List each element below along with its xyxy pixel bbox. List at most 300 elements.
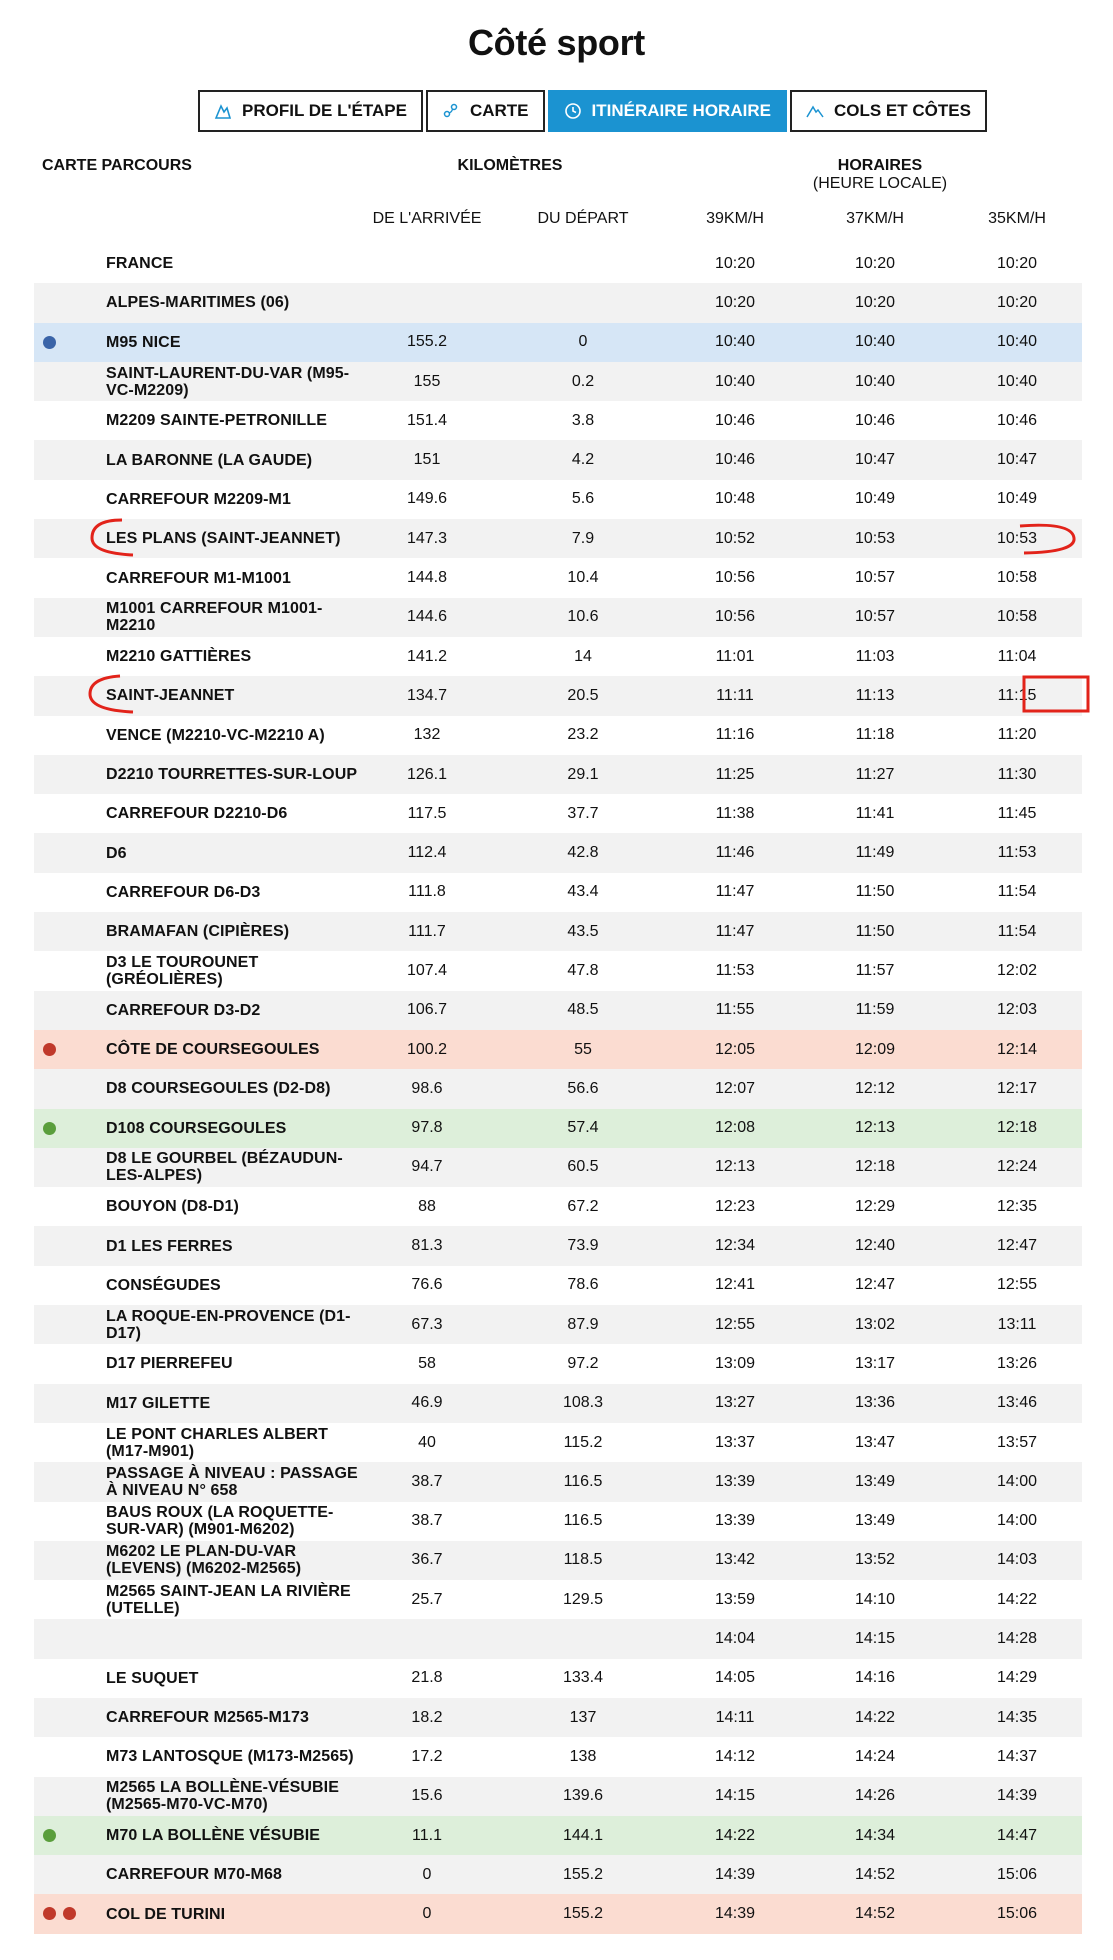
row-time-39: 11:01 <box>715 647 755 665</box>
row-time-39: 13:09 <box>714 1354 756 1372</box>
row-km-from-start: 29.1 <box>567 765 599 783</box>
climb-marker-icon[interactable] <box>43 1907 56 1920</box>
table-row <box>34 1777 1082 1816</box>
row-time-35: 10:20 <box>996 254 1038 272</box>
row-time-37: 10:40 <box>854 372 896 390</box>
row-time-37: 13:52 <box>854 1551 896 1569</box>
row-time-39: 10:48 <box>714 490 756 508</box>
header-speed-35: 35KM/H <box>988 210 1046 227</box>
row-time-35: 14:35 <box>996 1708 1038 1726</box>
row-time-35: 10:40 <box>996 333 1038 351</box>
row-time-37: 13:17 <box>854 1354 896 1372</box>
row-time-39: 13:42 <box>714 1551 756 1569</box>
row-time-39: 14:15 <box>714 1787 756 1805</box>
row-km-from-start: 116.5 <box>563 1512 603 1530</box>
row-time-37: 10:53 <box>854 529 896 547</box>
row-time-37: 10:46 <box>854 411 896 429</box>
row-time-37: 10:20 <box>854 293 896 311</box>
row-time-37: 11:03 <box>855 647 895 665</box>
row-km-from-start: 43.5 <box>567 922 599 940</box>
row-time-37: 11:13 <box>855 686 895 704</box>
row-time-39: 14:39 <box>714 1865 756 1883</box>
row-name: M1001 CARREFOUR M1001-M2210 <box>106 600 323 635</box>
row-km-from-start: 115.2 <box>563 1433 603 1451</box>
row-km-from-arrival: 151.4 <box>406 411 448 429</box>
row-time-35: 11:53 <box>997 844 1037 862</box>
table-row <box>34 323 1082 362</box>
row-time-37: 12:40 <box>854 1237 896 1255</box>
row-time-39: 12:08 <box>714 1119 756 1137</box>
header-schedule: HORAIRES <box>837 157 923 174</box>
row-km-from-start: 3.8 <box>571 411 595 429</box>
row-time-37: 11:50 <box>855 922 895 940</box>
row-km-from-arrival: 18.2 <box>411 1708 443 1726</box>
row-time-35: 12:55 <box>996 1276 1038 1294</box>
row-name: LA BARONNE (LA GAUDE) <box>106 451 313 469</box>
row-km-from-start: 73.9 <box>567 1237 599 1255</box>
table-row <box>34 480 1082 519</box>
row-time-39: 13:39 <box>714 1472 756 1490</box>
row-time-35: 14:29 <box>996 1669 1038 1687</box>
row-km-from-start: 133.4 <box>562 1669 604 1687</box>
row-time-37: 12:09 <box>854 1040 896 1058</box>
row-time-39: 11:25 <box>715 765 755 783</box>
row-time-37: 11:57 <box>855 961 895 979</box>
table-row <box>34 440 1082 479</box>
row-name: ALPES-MARITIMES (06) <box>106 294 290 312</box>
row-time-39: 14:05 <box>714 1669 756 1687</box>
row-name: D8 COURSEGOULES (D2-D8) <box>106 1080 331 1098</box>
row-time-39: 10:20 <box>714 293 756 311</box>
row-time-39: 11:53 <box>715 961 755 979</box>
row-time-35: 11:54 <box>997 883 1037 901</box>
header-map: CARTE PARCOURS <box>42 157 192 174</box>
row-name: D8 LE GOURBEL (BÉZAUDUN-LES-ALPES) <box>106 1150 343 1185</box>
row-km-from-arrival: 111.7 <box>408 922 446 940</box>
row-km-from-arrival: 155 <box>413 372 441 390</box>
table-row <box>34 283 1082 322</box>
row-name: D17 PIERREFEU <box>106 1355 233 1373</box>
row-time-39: 10:46 <box>714 451 756 469</box>
row-name: M6202 LE PLAN-DU-VAR (LEVENS) (M6202-M2565) <box>106 1543 302 1578</box>
table-row <box>34 598 1082 637</box>
row-time-35: 12:14 <box>996 1040 1038 1058</box>
row-time-37: 10:47 <box>854 451 896 469</box>
row-time-37: 14:52 <box>854 1865 896 1883</box>
row-time-37: 12:18 <box>854 1158 896 1176</box>
tab-schedule-label: ITINÉRAIRE HORAIRE <box>591 101 771 120</box>
row-time-35: 10:40 <box>996 372 1038 390</box>
row-name: CÔTE DE COURSEGOULES <box>106 1041 320 1059</box>
table-row <box>34 1619 1082 1658</box>
table-row <box>34 1187 1082 1226</box>
row-name: VENCE (M2210-VC-M2210 A) <box>106 726 325 744</box>
table-row <box>34 1423 1082 1462</box>
row-km-from-start: 55 <box>574 1040 592 1058</box>
row-km-from-start: 14 <box>574 647 592 665</box>
schedule-table <box>34 244 1082 1934</box>
row-name: PASSAGE À NIVEAU : PASSAGE À NIVEAU N° 658 <box>106 1464 358 1499</box>
row-name: M17 GILETTE <box>106 1394 211 1412</box>
row-time-37: 12:12 <box>854 1079 896 1097</box>
table-row <box>34 1659 1082 1698</box>
row-time-39: 14:22 <box>714 1826 756 1844</box>
header-speed-39: 39KM/H <box>706 210 764 227</box>
row-km-from-arrival: 38.7 <box>411 1512 443 1530</box>
row-time-35: 10:46 <box>996 411 1038 429</box>
row-time-35: 11:54 <box>997 922 1037 940</box>
row-name: LES PLANS (SAINT-JEANNET) <box>106 530 341 548</box>
row-km-from-arrival: 144.8 <box>406 569 448 587</box>
row-km-from-start: 108.3 <box>562 1394 604 1412</box>
table-row <box>34 401 1082 440</box>
table-row <box>34 1698 1082 1737</box>
row-km-from-start: 129.5 <box>562 1590 604 1608</box>
row-time-35: 14:00 <box>996 1512 1038 1530</box>
header-speed-37: 37KM/H <box>846 210 904 227</box>
row-time-37: 13:47 <box>854 1433 896 1451</box>
row-name: CONSÉGUDES <box>106 1276 221 1294</box>
row-km-from-start: 47.8 <box>567 961 599 979</box>
row-km-from-arrival: 46.9 <box>411 1394 443 1412</box>
row-km-from-start: 139.6 <box>562 1787 604 1805</box>
row-time-35: 10:58 <box>996 608 1038 626</box>
row-time-35: 14:39 <box>996 1787 1038 1805</box>
row-km-from-start: 5.6 <box>571 490 595 508</box>
table-row <box>34 1855 1082 1894</box>
table-row <box>34 1737 1082 1776</box>
row-time-39: 13:59 <box>714 1590 756 1608</box>
row-name: D1 LES FERRES <box>106 1237 233 1255</box>
row-time-35: 14:37 <box>996 1747 1038 1765</box>
row-time-39: 12:05 <box>714 1040 756 1058</box>
row-name: BOUYON (D8-D1) <box>106 1198 239 1216</box>
table-row <box>34 637 1082 676</box>
row-km-from-arrival: 144.6 <box>406 608 448 626</box>
row-time-37: 13:49 <box>854 1512 896 1530</box>
row-km-from-arrival: 126.1 <box>406 765 448 783</box>
row-time-35: 13:46 <box>996 1394 1038 1412</box>
row-time-39: 14:39 <box>714 1905 756 1923</box>
row-km-from-arrival: 141.2 <box>406 647 448 665</box>
mountain-icon <box>806 102 824 120</box>
row-time-37: 14:15 <box>854 1630 896 1648</box>
row-time-35: 10:20 <box>996 293 1038 311</box>
row-time-37: 11:59 <box>855 1001 895 1019</box>
row-time-37: 13:02 <box>854 1315 896 1333</box>
row-time-39: 13:37 <box>714 1433 756 1451</box>
sprint-marker-icon[interactable] <box>43 1122 56 1135</box>
row-time-39: 10:40 <box>714 372 756 390</box>
row-time-35: 11:04 <box>997 647 1037 665</box>
row-name: M70 LA BOLLÈNE VÉSUBIE <box>106 1827 321 1845</box>
row-km-from-start: 37.7 <box>567 804 599 822</box>
profile-icon <box>214 102 232 120</box>
row-km-from-arrival: 106.7 <box>406 1001 448 1019</box>
row-km-from-arrival: 40 <box>418 1433 436 1451</box>
row-time-35: 12:24 <box>996 1158 1038 1176</box>
row-km-from-start: 0 <box>578 333 588 351</box>
row-time-37: 10:49 <box>854 490 896 508</box>
row-km-from-arrival: 111.8 <box>408 883 446 901</box>
table-row <box>34 755 1082 794</box>
table-row <box>34 1069 1082 1108</box>
row-time-37: 12:13 <box>854 1119 896 1137</box>
table-row <box>34 1305 1082 1344</box>
tab-bar <box>198 90 990 132</box>
tab-profile[interactable] <box>198 90 423 132</box>
row-km-from-arrival: 58 <box>418 1354 436 1372</box>
row-name: CARREFOUR D6-D3 <box>106 883 261 901</box>
page-title: Côté sport <box>467 22 645 63</box>
table-row <box>34 873 1082 912</box>
row-km-from-arrival: 97.8 <box>411 1119 443 1137</box>
table-row <box>34 912 1082 951</box>
row-time-37: 12:47 <box>854 1276 896 1294</box>
table-row <box>34 1226 1082 1265</box>
row-time-37: 14:52 <box>854 1905 896 1923</box>
tab-climbs[interactable] <box>790 90 987 132</box>
row-km-from-arrival: 88 <box>418 1197 436 1215</box>
row-time-35: 10:47 <box>996 451 1038 469</box>
row-km-from-arrival: 117.5 <box>407 804 447 822</box>
row-km-from-arrival: 100.2 <box>406 1040 448 1058</box>
row-name: M95 NICE <box>106 333 181 351</box>
row-km-from-arrival: 132 <box>413 726 441 744</box>
clock-icon <box>564 102 582 120</box>
row-km-from-start: 155.2 <box>562 1865 604 1883</box>
table-row <box>34 1109 1082 1148</box>
row-name: CARREFOUR D2210-D6 <box>106 805 288 823</box>
row-km-from-start: 23.2 <box>567 726 599 744</box>
table-row <box>34 558 1082 597</box>
tab-map-label: CARTE <box>469 101 529 120</box>
header-from-arrival: DE L'ARRIVÉE <box>372 210 482 227</box>
row-name: CARREFOUR M2565-M173 <box>106 1709 309 1727</box>
row-km-from-arrival: 25.7 <box>411 1590 443 1608</box>
row-name: M2209 SAINTE-PETRONILLE <box>106 412 328 430</box>
row-km-from-start: 116.5 <box>563 1472 603 1490</box>
row-name: CARREFOUR D3-D2 <box>106 1001 261 1019</box>
row-time-35: 11:15 <box>997 686 1037 704</box>
row-name: D3 LE TOUROUNET (GRÉOLIÈRES) <box>106 953 259 988</box>
row-km-from-start: 20.5 <box>567 686 599 704</box>
row-time-37: 11:50 <box>855 883 895 901</box>
row-time-35: 11:30 <box>997 765 1037 783</box>
row-time-37: 14:16 <box>854 1669 896 1687</box>
row-km-from-start: 42.8 <box>567 844 599 862</box>
row-name: M2565 SAINT-JEAN LA RIVIÈRE (UTELLE) <box>106 1582 351 1617</box>
row-name: D6 <box>106 844 127 862</box>
row-time-39: 12:41 <box>714 1276 756 1294</box>
row-time-35: 13:57 <box>996 1433 1038 1451</box>
row-time-39: 12:13 <box>714 1158 756 1176</box>
row-time-39: 13:39 <box>714 1512 756 1530</box>
row-name: SAINT-LAURENT-DU-VAR (M95-VC-M2209) <box>106 364 350 399</box>
row-km-from-arrival: 67.3 <box>411 1315 443 1333</box>
row-time-35: 11:20 <box>997 726 1037 744</box>
table-row <box>34 716 1082 755</box>
row-time-35: 11:45 <box>997 804 1037 822</box>
row-name: COL DE TURINI <box>106 1905 226 1923</box>
row-time-39: 11:47 <box>715 922 755 940</box>
row-name: CARREFOUR M70-M68 <box>106 1866 282 1884</box>
row-time-35: 12:35 <box>996 1197 1038 1215</box>
table-row <box>34 1266 1082 1305</box>
row-time-37: 14:26 <box>854 1787 896 1805</box>
row-km-from-start: 4.2 <box>571 451 595 469</box>
row-time-39: 12:55 <box>714 1315 756 1333</box>
row-km-from-start: 7.9 <box>571 529 595 547</box>
row-km-from-start: 43.4 <box>567 883 599 901</box>
row-km-from-arrival: 149.6 <box>406 490 448 508</box>
row-time-35: 14:22 <box>996 1590 1038 1608</box>
row-time-39: 11:47 <box>715 883 755 901</box>
row-time-37: 10:57 <box>854 569 896 587</box>
row-km-from-start: 67.2 <box>567 1197 599 1215</box>
row-time-35: 10:49 <box>996 490 1038 508</box>
row-time-37: 10:20 <box>854 254 896 272</box>
row-km-from-start: 48.5 <box>567 1001 599 1019</box>
row-name: BAUS ROUX (LA ROQUETTE-SUR-VAR) (M901-M6202) <box>106 1504 334 1539</box>
climb-marker-icon[interactable] <box>43 1043 56 1056</box>
row-time-35: 12:02 <box>996 961 1038 979</box>
row-km-from-arrival: 147.3 <box>406 529 448 547</box>
row-km-from-start: 60.5 <box>567 1158 599 1176</box>
table-row <box>34 519 1082 558</box>
row-km-from-arrival: 94.7 <box>411 1158 443 1176</box>
table-row <box>34 951 1082 990</box>
row-time-35: 10:58 <box>996 569 1038 587</box>
row-time-37: 10:57 <box>854 608 896 626</box>
table-row <box>34 1541 1082 1580</box>
row-time-37: 13:49 <box>854 1472 896 1490</box>
row-km-from-start: 57.4 <box>567 1119 599 1137</box>
row-time-39: 10:56 <box>714 569 756 587</box>
row-km-from-arrival: 11.1 <box>412 1826 442 1844</box>
table-row <box>34 676 1082 715</box>
row-time-39: 11:55 <box>715 1001 755 1019</box>
table-row <box>34 991 1082 1030</box>
tab-profile-label: PROFIL DE L'ÉTAPE <box>242 101 407 120</box>
row-km-from-start: 155.2 <box>562 1905 604 1923</box>
row-time-39: 10:56 <box>714 608 756 626</box>
row-km-from-start: 97.2 <box>567 1354 599 1372</box>
row-km-from-start: 138 <box>569 1747 597 1765</box>
row-km-from-arrival: 98.6 <box>411 1079 443 1097</box>
row-km-from-start: 10.4 <box>567 569 599 587</box>
row-time-35: 10:53 <box>996 529 1038 547</box>
sprint-marker-icon[interactable] <box>43 1829 56 1842</box>
row-km-from-start: 137 <box>569 1708 597 1726</box>
row-name: CARREFOUR M2209-M1 <box>106 490 291 508</box>
row-time-39: 13:27 <box>714 1394 756 1412</box>
row-time-37: 14:24 <box>854 1747 896 1765</box>
row-time-39: 14:12 <box>714 1747 756 1765</box>
row-km-from-arrival: 38.7 <box>411 1472 443 1490</box>
row-time-35: 14:47 <box>996 1826 1038 1844</box>
row-time-37: 11:18 <box>855 726 895 744</box>
row-time-37: 12:29 <box>854 1197 896 1215</box>
row-time-37: 14:22 <box>854 1708 896 1726</box>
row-time-39: 11:16 <box>715 726 755 744</box>
row-km-from-start: 0.2 <box>571 372 595 390</box>
row-km-from-arrival: 155.2 <box>406 333 448 351</box>
tab-map[interactable] <box>426 90 545 132</box>
row-time-35: 15:06 <box>996 1905 1038 1923</box>
row-name: LE SUQUET <box>106 1669 199 1687</box>
start-marker-icon[interactable] <box>43 336 56 349</box>
row-time-39: 14:11 <box>715 1708 755 1726</box>
row-time-35: 14:28 <box>996 1630 1038 1648</box>
row-time-39: 12:07 <box>714 1079 756 1097</box>
row-name: SAINT-JEANNET <box>106 687 235 705</box>
row-time-37: 11:41 <box>855 804 895 822</box>
row-km-from-arrival: 81.3 <box>411 1237 443 1255</box>
row-km-from-arrival: 134.7 <box>406 686 448 704</box>
row-name: CARREFOUR M1-M1001 <box>106 569 291 587</box>
row-km-from-start: 10.6 <box>567 608 599 626</box>
row-time-35: 15:06 <box>996 1865 1038 1883</box>
row-time-39: 12:23 <box>714 1197 756 1215</box>
row-time-35: 12:03 <box>996 1001 1038 1019</box>
row-time-39: 11:38 <box>715 804 755 822</box>
row-km-from-arrival: 15.6 <box>411 1787 443 1805</box>
table-row <box>34 1148 1082 1187</box>
row-time-35: 12:17 <box>996 1079 1038 1097</box>
row-name: FRANCE <box>106 255 174 273</box>
table-row <box>34 1030 1082 1069</box>
table-row <box>34 1816 1082 1855</box>
row-km-from-start: 144.1 <box>562 1826 604 1844</box>
row-km-from-arrival: 0 <box>422 1905 432 1923</box>
row-time-37: 14:10 <box>854 1590 896 1608</box>
table-row <box>34 794 1082 833</box>
row-name: D108 COURSEGOULES <box>106 1119 287 1137</box>
row-km-from-arrival: 0 <box>422 1865 432 1883</box>
row-km-from-arrival: 21.8 <box>411 1669 443 1687</box>
row-km-from-arrival: 151 <box>413 451 441 469</box>
tab-climbs-label: COLS ET CÔTES <box>833 101 971 120</box>
row-time-35: 14:00 <box>996 1472 1038 1490</box>
row-km-from-arrival: 36.7 <box>411 1551 443 1569</box>
row-time-35: 12:18 <box>996 1119 1038 1137</box>
climb-marker-icon[interactable] <box>63 1907 76 1920</box>
row-km-from-arrival: 107.4 <box>406 961 448 979</box>
table-row <box>34 833 1082 872</box>
row-km-from-arrival: 76.6 <box>411 1276 443 1294</box>
row-name: D2210 TOURRETTES-SUR-LOUP <box>106 766 358 783</box>
header-from-start: DU DÉPART <box>537 210 629 227</box>
map-icon <box>442 102 460 120</box>
row-time-37: 13:36 <box>854 1394 896 1412</box>
row-km-from-arrival: 17.2 <box>411 1747 443 1765</box>
row-time-35: 13:26 <box>996 1354 1038 1372</box>
tab-schedule[interactable] <box>548 90 787 132</box>
row-name: M2210 GATTIÈRES <box>106 648 252 666</box>
row-time-39: 10:20 <box>714 254 756 272</box>
header-schedule-sub: (HEURE LOCALE) <box>812 175 948 192</box>
row-name: LE PONT CHARLES ALBERT (M17-M901) <box>106 1425 329 1460</box>
row-time-39: 10:40 <box>714 333 756 351</box>
table-row <box>34 1502 1082 1541</box>
row-name: M73 LANTOSQUE (M173-M2565) <box>106 1748 354 1766</box>
row-time-37: 14:34 <box>854 1826 896 1844</box>
row-km-from-start: 118.5 <box>563 1551 603 1569</box>
row-time-37: 11:49 <box>855 844 895 862</box>
row-time-35: 13:11 <box>997 1315 1037 1333</box>
row-time-39: 12:34 <box>714 1237 756 1255</box>
